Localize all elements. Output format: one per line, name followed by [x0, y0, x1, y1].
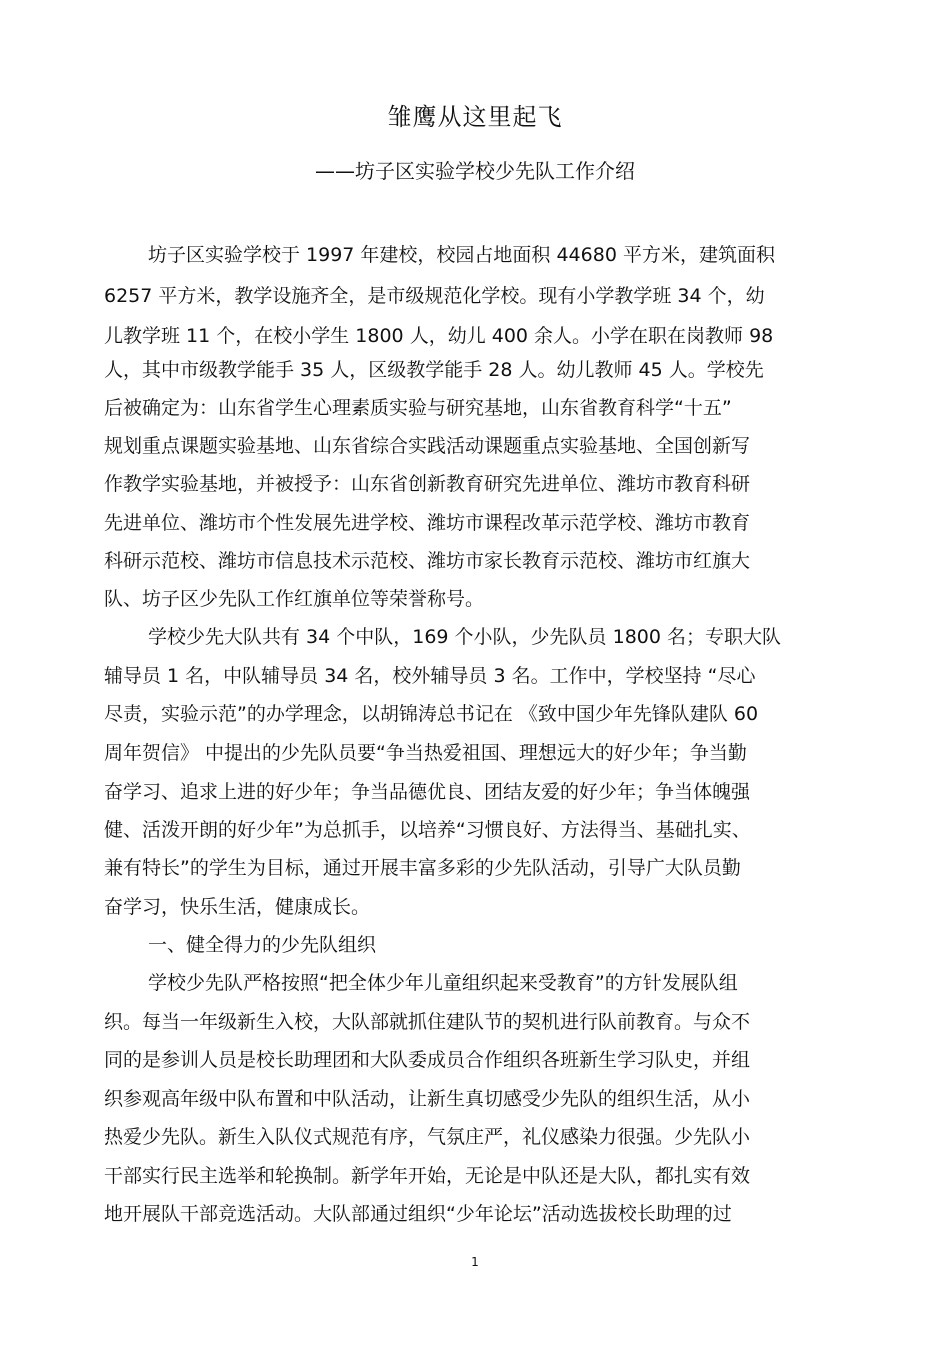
paragraph-line: 周年贺信》 中提出的少先队员要“争当热爱祖国、理想远大的好少年；争当勤 [104, 742, 747, 764]
paragraph-line: 奋学习、追求上进的好少年；争当品德优良、团结友爱的好少年；争当体魄强 [104, 781, 751, 803]
paragraph-line: 织。每当一年级新生入校，大队部就抓住建队节的契机进行队前教育。与众不 [104, 1011, 751, 1033]
paragraph-line: 奋学习，快乐生活，健康成长。 [104, 896, 371, 918]
paragraph-line: 先进单位、潍坊市个性发展先进学校、潍坊市课程改革示范学校、潍坊市教育 [104, 512, 751, 534]
paragraph-line: 织参观高年级中队布置和中队活动，让新生真切感受少先队的组织生活，从小 [104, 1088, 751, 1110]
page-number: 1 [471, 1255, 479, 1269]
paragraph-line: 地开展队干部竞选活动。大队部通过组织“少年论坛”活动选拔校长助理的过 [104, 1203, 732, 1225]
paragraph-line: 队、坊子区少先队工作红旗单位等荣誉称号。 [104, 588, 485, 610]
paragraph-line: 兼有特长”的学生为目标，通过开展丰富多彩的少先队活动，引导广大队员勤 [104, 857, 741, 879]
paragraph-line: 规划重点课题实验基地、山东省综合实践活动课题重点实验基地、全国创新写 [104, 435, 751, 457]
paragraph-line: 学校少先大队共有 34 个中队，169 个小队，少先队员 1800 名；专职大队 [148, 626, 781, 648]
paragraph-line: 辅导员 1 名，中队辅导员 34 名，校外辅导员 3 名。工作中，学校坚持 “尽心 [104, 665, 756, 687]
document-title: 雏鹰从这里起飞 [387, 103, 563, 131]
section-heading: 一、健全得力的少先队组织 [148, 934, 377, 956]
paragraph-line: 人，其中市级教学能手 35 人，区级教学能手 28 人。幼儿教师 45 人。学校先 [104, 359, 764, 381]
paragraph-line: 热爱少先队。新生入队仪式规范有序，气氛庄严，礼仪感染力很强。少先队小 [104, 1126, 751, 1148]
paragraph-line: 6257 平方米，教学设施齐全，是市级规范化学校。现有小学教学班 34 个，幼 [104, 285, 765, 307]
paragraph-line: 同的是参训人员是校长助理团和大队委成员合作组织各班新生学习队史，并组 [104, 1049, 751, 1071]
paragraph-line: 作教学实验基地，并被授予：山东省创新教育研究先进单位、潍坊市教育科研 [104, 473, 751, 495]
paragraph-line: 学校少先队严格按照“把全体少年儿童组织起来受教育”的方针发展队组 [148, 972, 738, 994]
paragraph-line: 健、活泼开朗的好少年”为总抓手，以培养“习惯良好、方法得当、基础扎实、 [104, 819, 751, 841]
paragraph-line: 儿教学班 11 个，在校小学生 1800 人，幼儿 400 余人。小学在职在岗教师 98 [104, 325, 774, 347]
paragraph-line: 干部实行民主选举和轮换制。新学年开始，无论是中队还是大队，都扎实有效 [104, 1165, 751, 1187]
paragraph-line: 后被确定为：山东省学生心理素质实验与研究基地，山东省教育科学“十五” [104, 397, 732, 419]
document-subtitle: ——坊子区实验学校少先队工作介绍 [315, 159, 635, 183]
paragraph-line: 尽责，实验示范”的办学理念，以胡锦涛总书记在 《致中国少年先锋队建队 60 [104, 703, 759, 725]
paragraph-line: 坊子区实验学校于 1997 年建校，校园占地面积 44680 平方米，建筑面积 [148, 244, 775, 266]
paragraph-line: 科研示范校、潍坊市信息技术示范校、潍坊市家长教育示范校、潍坊市红旗大 [104, 550, 751, 572]
